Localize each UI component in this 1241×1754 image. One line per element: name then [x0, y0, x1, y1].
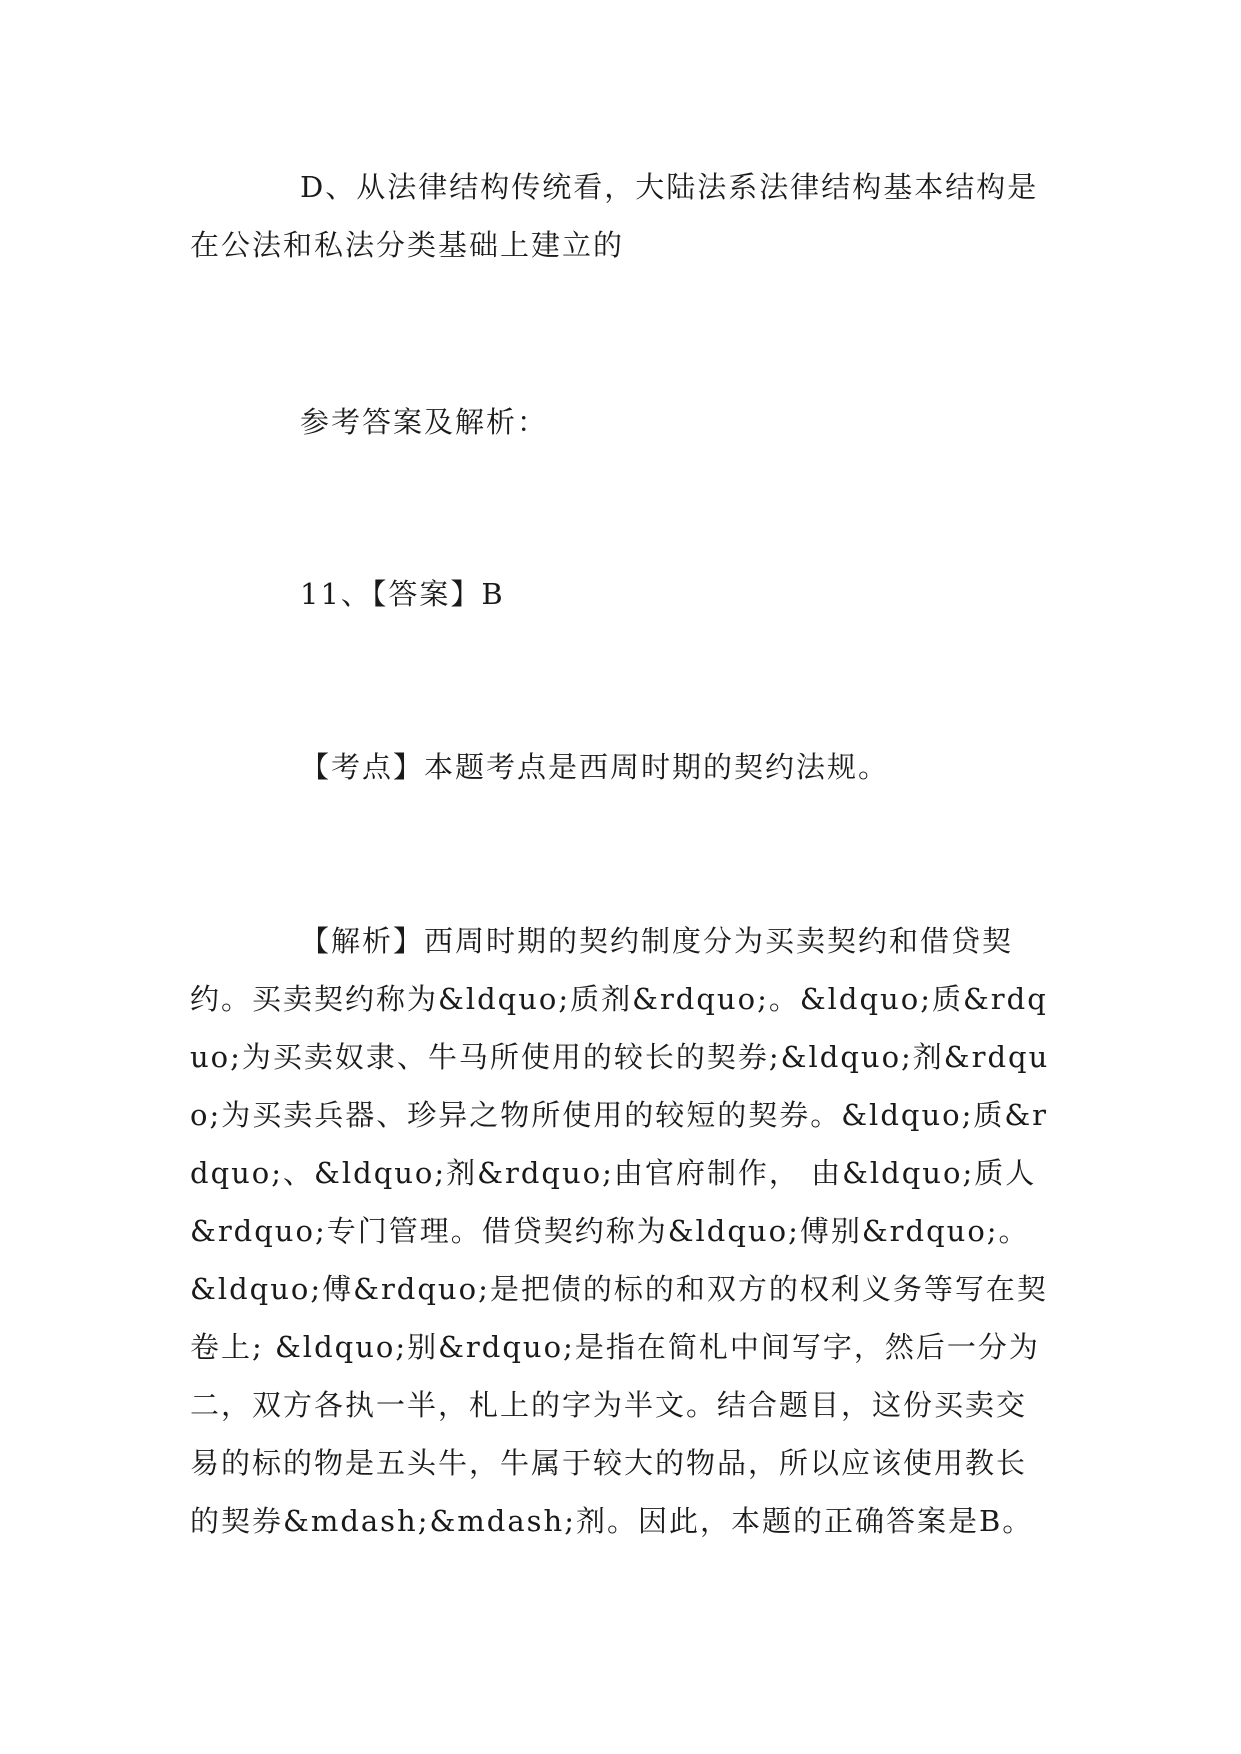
- analysis-paragraph: 【解析】西周时期的契约制度分为买卖契约和借贷契约。买卖契约称为&ldquo;质剂&rdquo;。&ldquo;质&rdquo;为买卖奴隶、牛马所使用的较长的契券;&ldquo;剂&rdquo;为买卖兵器、珍异之物所使用的较短的契券。&ldquo;质&rdquo;、&ldquo;剂&rdquo;由官府制作， 由&ldquo;质人&rdquo;专门管理。借贷契约称为&ldquo;傅别&rdquo;。&ldquo;傅&rdquo;是把债的标的和双方的权利义务等写在契卷上; &ldquo;别&rdquo;是指在简札中间写字，然后一分为二，双方各执一半，札上的字为半文。结合题目，这份买卖交易的标的物是五头牛，牛属于较大的物品，所以应该使用教长的契券&mdash;&mdash;剂。因此，本题的正确答案是B。: [190, 924, 1050, 1538]
- option-d-paragraph: D、从法律结构传统看，大陆法系法律结构基本结构是在公法和私法分类基础上建立的: [190, 170, 1039, 262]
- key-point-paragraph: 【考点】本题考点是西周时期的契约法规。: [300, 750, 890, 784]
- answer-line: 11、【答案】B: [300, 577, 505, 611]
- answer-heading: 参考答案及解析：: [300, 405, 549, 439]
